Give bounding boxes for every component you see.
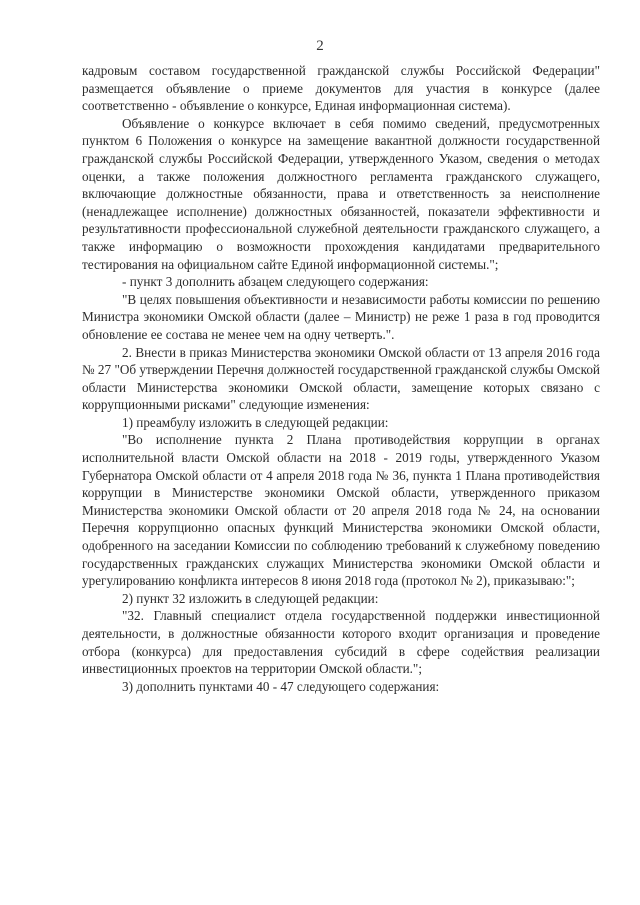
- paragraph-continuation: кадровым составом государственной гражданской службы Российской Федерации" размещается объявление о приеме документов для участия в конкурсе (далее соответственно - объявление о конкурсе, Единая информационная система).: [82, 63, 600, 114]
- paragraph-preamble-text: "Во исполнение пункта 2 Плана противодействия коррупции в органах исполнительной власти Омской области на 2018 - 2019 годы, утвержденного Указом Губернатора Омской области от 4 апреля 2018 года № 36, пункта 1 Плана противодействия коррупции в Министерстве экономики Омской области, утвержденного приказом Министерства экономики Омской области от 20 апреля 2018 года № 24, на основании Перечня коррупционно опасных функций Министерства экономики Омской области, одобренного на заседании Комиссии по соблюдению требований к служебному поведению государственных гражданских служащих Министерства экономики Омской области и урегулированию конфликта интересов 8 июня 2018 года (протокол № 2), приказываю:";: [82, 432, 600, 589]
- document-body: [82, 62, 600, 695]
- paragraph-point-32: 2) пункт 32 изложить в следующей редакции:: [122, 590, 379, 606]
- paragraph-point-32-text: "32. Главный специалист отдела государственной поддержки инвестиционной деятельности, в должностные обязанности которого входит организация и проведение отбора (конкурса) для предоставления субсидий в сфере содействия реализации инвестиционных проектов на территории Омской области.";: [82, 608, 600, 677]
- paragraph-point-3: - пункт 3 дополнить абзацем следующего содержания:: [122, 274, 429, 290]
- page-number: 2: [316, 38, 324, 54]
- paragraph-preamble: 1) преамбулу изложить в следующей редакции:: [122, 414, 389, 430]
- paragraph-item-2: 2. Внести в приказ Министерства экономики Омской области от 13 апреля 2016 года № 27 "Об утверждении Перечня должностей государственной гражданской службы Омской области Министерства экономики Омской области, замещение которых связано с коррупционными рисками" следующие изменения:: [82, 344, 600, 413]
- paragraph-points-40-47: 3) дополнить пунктами 40 - 47 следующего содержания:: [122, 678, 440, 694]
- paragraph-announcement: Объявление о конкурсе включает в себя помимо сведений, предусмотренных пунктом 6 Положения о конкурсе на замещение вакантной должности государственной гражданской службы Российской Федерации, утвержденного Указом, сведения о методах оценки, а также положения должностного регламента гражданского служащего, включающие должностные обязанности, права и ответственность за неисполнение (ненадлежащее исполнение) должностных обязанностей, показатели эффективности и результативности профессиональной служебной деятельности гражданского служащего, а также информацию о возможности прохождения кандидатами предварительного тестирования на официальном сайте Единой информационной системы.";: [82, 115, 600, 272]
- paragraph-commission: "В целях повышения объективности и независимости работы комиссии по решению Министра экономики Омской области (далее – Министр) не реже 1 раза в год проводится обновление ее состава не менее чем на одну четверть.".: [82, 291, 600, 342]
